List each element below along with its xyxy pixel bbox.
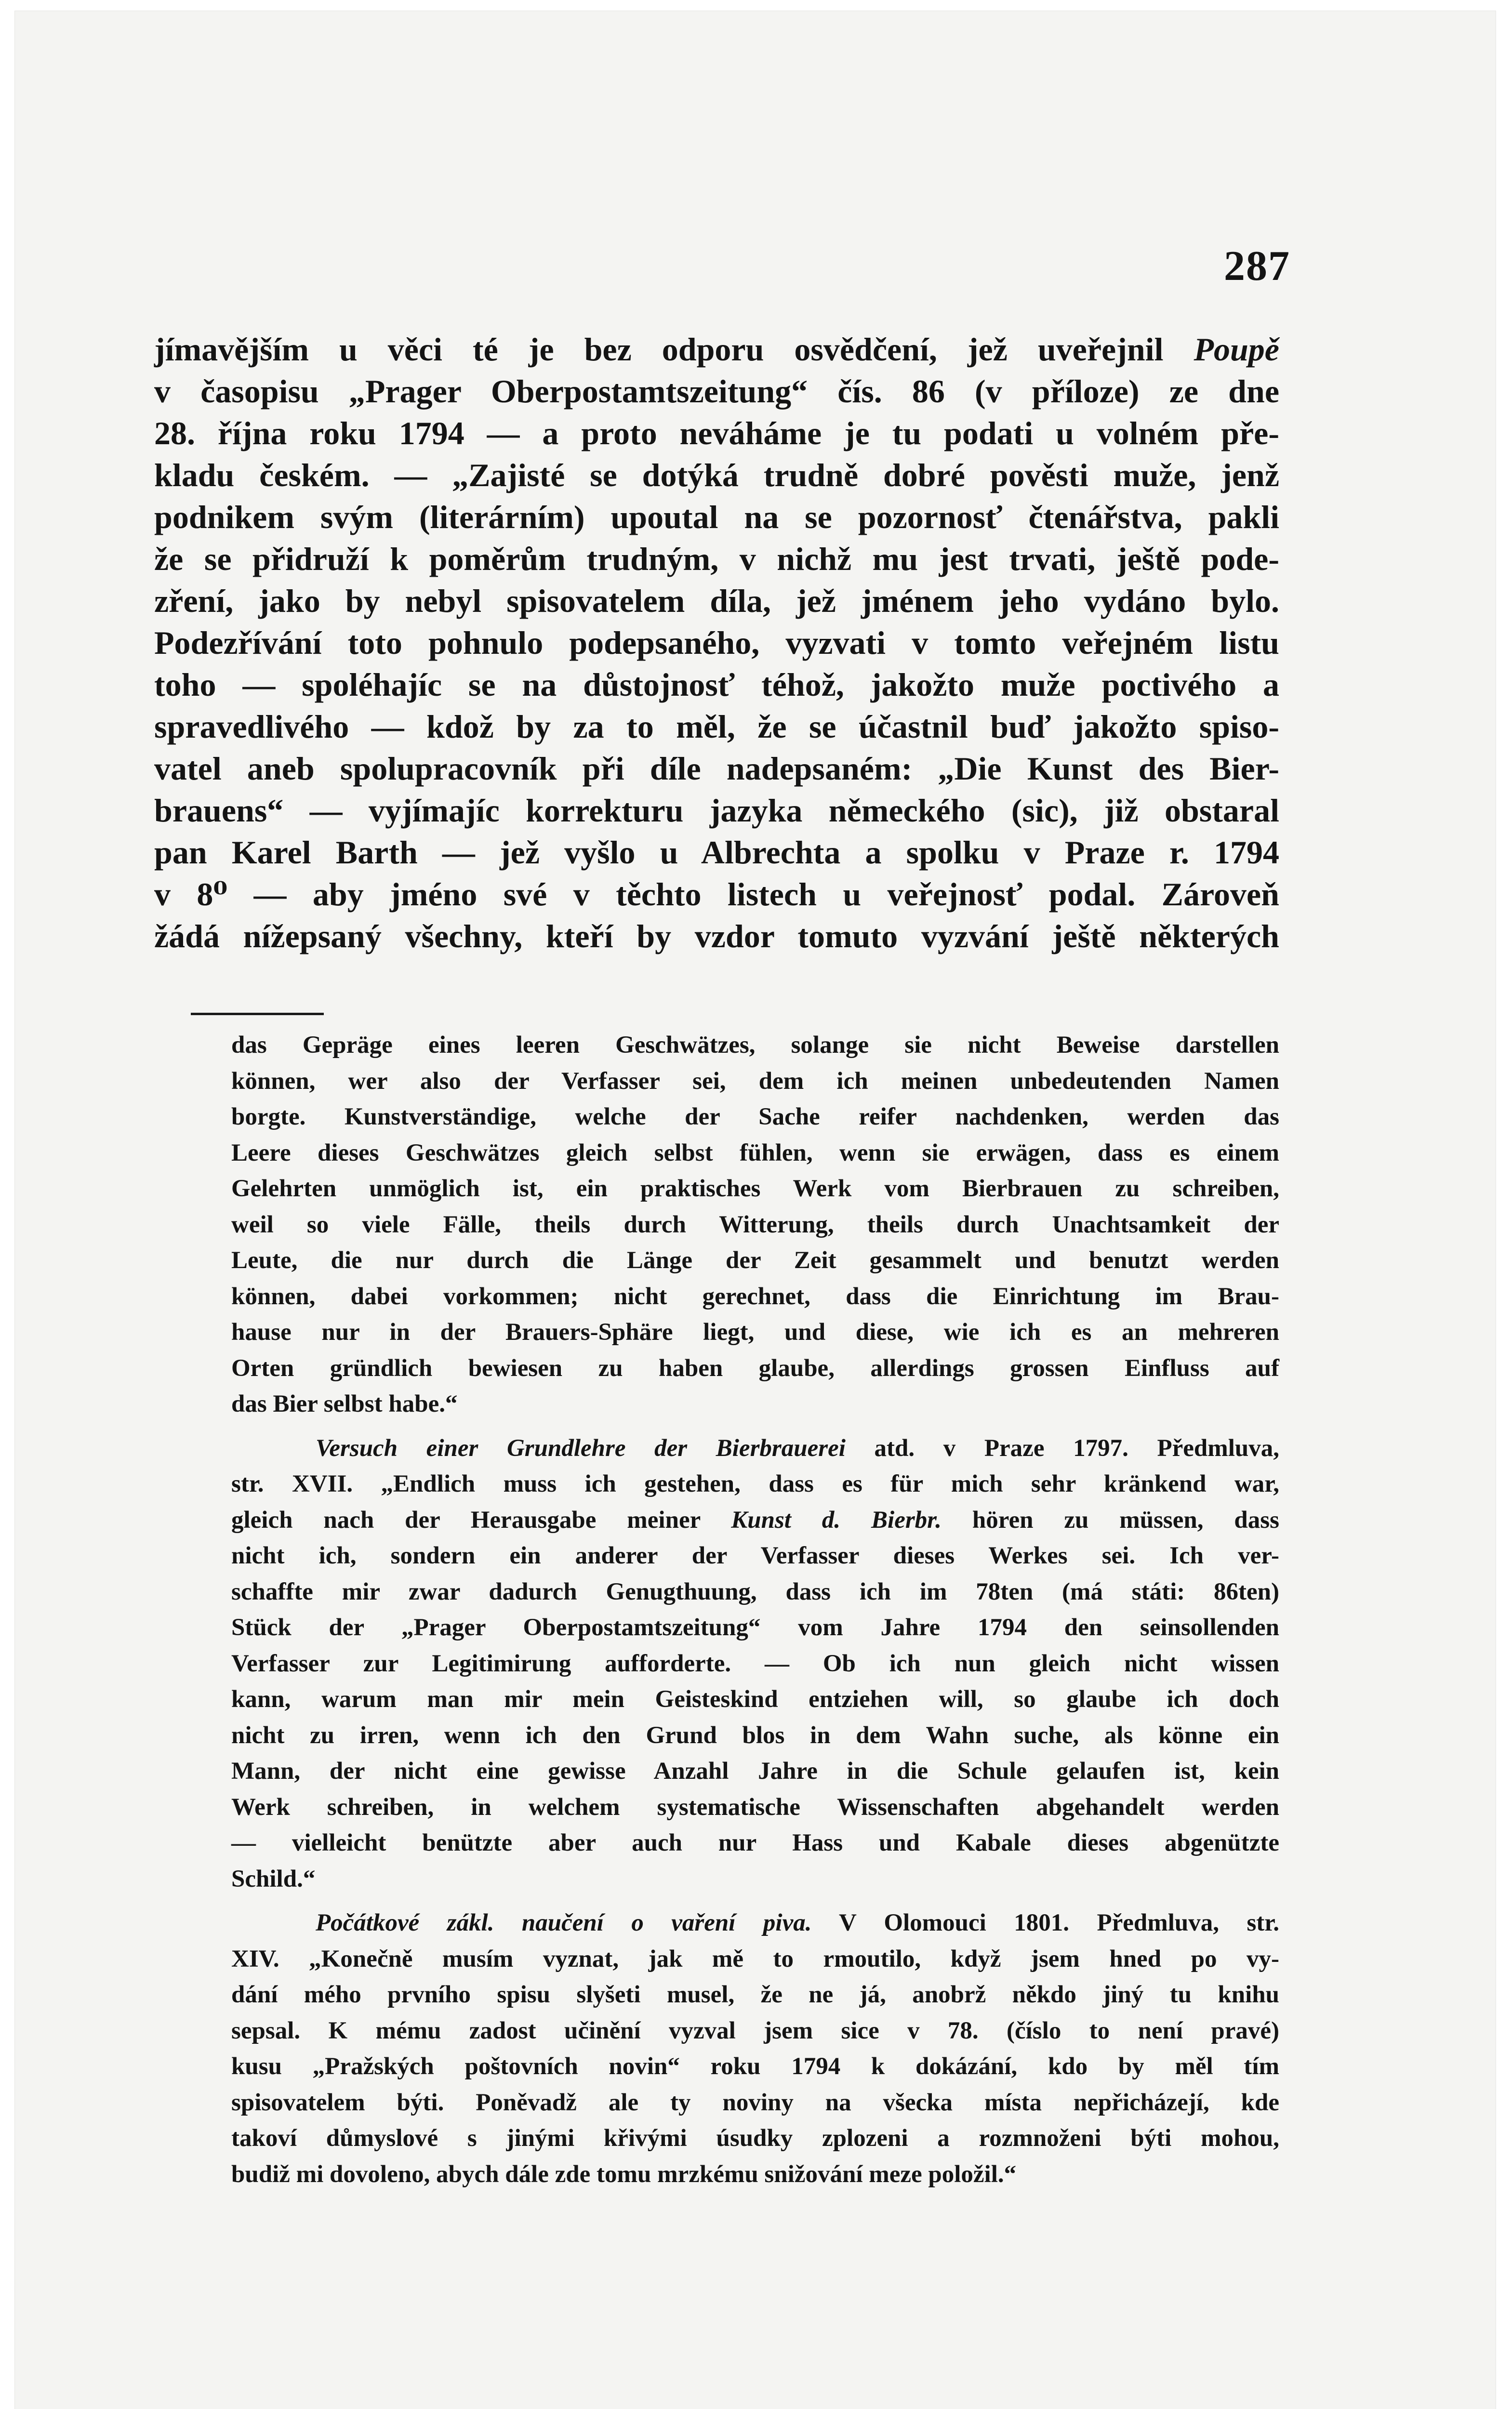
footnote-line: — vielleicht benützte aber auch nur Hass und Kabale dieses abgenützte (231, 1829, 1279, 1856)
footnote-line: Leute, die nur durch die Länge der Zeit gesammelt und benutzt werden (231, 1247, 1279, 1274)
footnote-line: können, wer also der Verfasser sei, dem ich meinen unbedeutenden Namen (231, 1067, 1279, 1095)
footnote-czech-quote (231, 1905, 1279, 2192)
book-title: Versuch einer Grundlehre der Bierbrauerei (316, 1434, 846, 1462)
book-title-short: Kunst d. Bierbr. (731, 1506, 942, 1534)
text-line: pan Karel Barth — jež vyšlo u Albrechta a spolku v Praze r. 1794 (154, 834, 1279, 871)
footnote-line: kusu „Pražských poštovních novin“ roku 1794 k dokázání, kdo by měl tím (231, 2053, 1279, 2080)
footnote-line: nicht ich, sondern ein anderer der Verfasser dieses Werkes sei. Ich ver- (231, 1542, 1279, 1569)
footnote-line: nicht zu irren, wenn ich den Grund blos in dem Wahn suche, als könne ein (231, 1721, 1279, 1749)
text-line: zření, jako by nebyl spisovatelem díla, jež jménem jeho vydáno bylo. (154, 582, 1279, 619)
italic-name: Poupě (1194, 331, 1279, 368)
footnote-line: hause nur in der Brauers-Sphäre liegt, und diese, wie ich es an mehreren (231, 1319, 1279, 1346)
footnote-german-quote (231, 1430, 1279, 1897)
footnote-line: weil so viele Fälle, theils durch Witterung, theils durch Unachtsamkeit der (231, 1211, 1279, 1238)
footnote-line: Orten gründlich bewiesen zu haben glaube, allerdings grossen Einfluss auf (231, 1354, 1279, 1382)
page-number: 287 (1224, 243, 1290, 290)
text-line: podnikem svým (literárním) upoutal na se pozornosť čtenářstva, pakli (154, 499, 1279, 535)
footnote-line: Gelehrten unmöglich ist, ein praktisches Werk vom Bierbrauen zu schreiben, (231, 1175, 1279, 1202)
footnote-line: gleich nach der Herausgabe meiner Kunst d. Bierbr. hören zu müssen, dass (231, 1506, 1279, 1534)
text-line: toho — spoléhajíc se na důstojnosť téhož, jakožto muže poctivého a (154, 666, 1279, 703)
footnote-line: dání mého prvního spisu slyšeti musel, že ne já, anobrž někdo jiný tu knihu (231, 1981, 1279, 2008)
text-line: Podezřívání toto pohnulo podepsaného, vyzvati v tomto veřejném listu (154, 624, 1279, 661)
footnote-line: Leere dieses Geschwätzes gleich selbst fühlen, wenn sie erwägen, dass es einem (231, 1139, 1279, 1166)
footnote-continuation (231, 1027, 1279, 1422)
footnote-line: Schild.“ (231, 1865, 316, 1893)
footnote-line: str. XVII. „Endlich muss ich gestehen, dass es für mich sehr kränkend war, (231, 1470, 1279, 1497)
footnote-line: spisovatelem býti. Poněvadž ale ty noviny na všecka místa nepřicházejí, kde (231, 2089, 1279, 2116)
footnote-line: schaffte mir zwar dadurch Genugthuung, dass ich im 78ten (má státi: 86ten) (231, 1578, 1279, 1605)
footnote-line: das Gepräge eines leeren Geschwätzes, solange sie nicht Beweise darstellen (231, 1032, 1279, 1059)
book-title: Počátkové zákl. naučení o vaření piva. (316, 1909, 812, 1936)
text-line: brauens“ — vyjímajíc korrekturu jazyka německého (sic), již obstaral (154, 792, 1279, 829)
footnote-line: Werk schreiben, in welchem systematische Wissenschaften abgehandelt werden (231, 1793, 1279, 1821)
footnote-line: budiž mi dovoleno, abych dále zde tomu mrzkému snižování meze položil.“ (231, 2160, 1017, 2188)
text-line: v časopisu „Prager Oberpostamtszeitung“ čís. 86 (v příloze) ze dne (154, 373, 1279, 410)
text-line: vatel aneb spolupracovník při díle nadepsaném: „Die Kunst des Bier- (154, 750, 1279, 787)
footnote-line: Verfasser zur Legitimirung aufforderte. — Ob ich nun gleich nicht wissen (231, 1650, 1279, 1677)
footnote-line: sepsal. K mému zadost učinění vyzval jsem sice v 78. (číslo to není pravé) (231, 2017, 1279, 2044)
text-line: že se přidruží k poměrům trudným, v nichž mu jest trvati, ještě pode- (154, 541, 1279, 577)
book-page (14, 11, 1496, 2409)
footnotes (231, 1027, 1279, 2200)
footnote-divider (191, 1013, 324, 1015)
main-text (154, 329, 1279, 957)
text-line: 28. října roku 1794 — a proto neváháme je tu podati u volném pře- (154, 415, 1279, 451)
footnote-line: Mann, der nicht eine gewisse Anzahl Jahre in die Schule gelaufen ist, kein (231, 1758, 1279, 1785)
footnote-line: Versuch einer Grundlehre der Bierbrauerei atd. v Praze 1797. Předmluva, (316, 1434, 1280, 1462)
footnote-line: Stück der „Prager Oberpostamtszeitung“ vom Jahre 1794 den seinsollenden (231, 1614, 1279, 1641)
footnote-line: XIV. „Konečně musím vyznat, jak mě to rmoutilo, když jsem hned po vy- (231, 1945, 1279, 1972)
text-line: spravedlivého — kdož by za to měl, že se účastnil buď jakožto spiso- (154, 708, 1279, 745)
footnote-line: borgte. Kunstverständige, welche der Sache reifer nachdenken, werden das (231, 1103, 1279, 1130)
text-line: žádá nížepsaný všechny, kteří by vzdor tomuto vyzvání ještě některých (154, 918, 1279, 954)
footnote-line: Počátkové zákl. naučení o vaření piva. V Olomouci 1801. Předmluva, str. (316, 1909, 1279, 1936)
text-line: kladu českém. — „Zajisté se dotýká trudně dobré pověsti muže, jenž (154, 457, 1279, 493)
text-line: v 8⁰ — aby jméno své v těchto listech u veřejnosť podal. Zároveň (154, 876, 1279, 913)
footnote-line: können, dabei vorkommen; nicht gerechnet, dass die Einrichtung im Brau- (231, 1283, 1279, 1310)
footnote-line: takoví důmyslové s jinými křivými úsudky zplozeni a rozmnoženi býti mohou, (231, 2125, 1279, 2152)
text-line: jímavějším u věci té je bez odporu osvědčení, jež uveřejnil Poupě (154, 331, 1279, 368)
footnote-line: das Bier selbst habe.“ (231, 1390, 458, 1417)
footnote-line: kann, warum man mir mein Geisteskind entziehen will, so glaube ich doch (231, 1686, 1279, 1713)
